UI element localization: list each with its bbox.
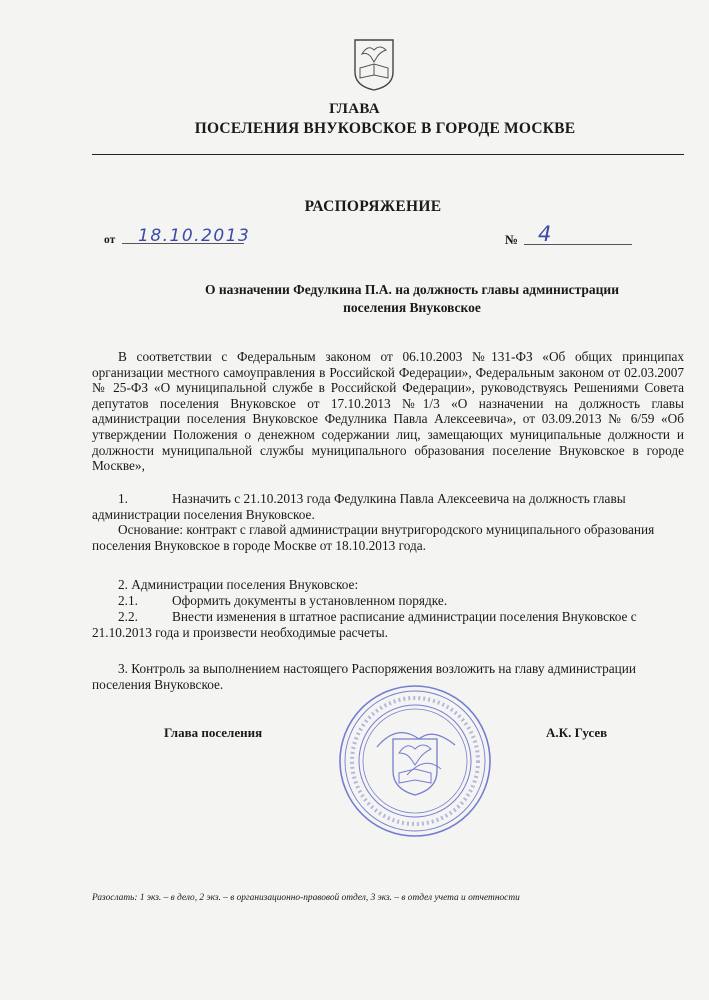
signer-position: Глава поселения	[164, 725, 263, 740]
number-value: 4	[538, 222, 552, 246]
date-underline	[122, 243, 244, 244]
document-title: РАСПОРЯЖЕНИЕ	[304, 198, 442, 215]
official-seal-stamp	[337, 683, 493, 839]
item-2-1	[118, 593, 684, 609]
date-value: 18.10.2013	[138, 226, 251, 246]
item-1	[92, 491, 684, 522]
subject-line-2: поселения Внуковское	[343, 300, 481, 315]
number-label: №	[505, 232, 519, 247]
number-underline	[524, 244, 632, 245]
subject-line-1: О назначении Федулкина П.А. на должность главы администрации	[205, 282, 619, 297]
item-2-2-number: 2.2.	[118, 609, 138, 624]
date-label: от	[104, 234, 116, 246]
issuer-organization: ПОСЕЛЕНИЯ ВНУКОВСКОЕ В ГОРОДЕ МОСКВЕ	[194, 120, 576, 137]
item-1-number: 1.	[118, 491, 128, 506]
item-1-text: Назначить с 21.10.2013 года Федулкина Павла Алексеевича на должность главы администрации поселения Внуковское.	[92, 491, 626, 522]
item-2-2	[118, 609, 684, 625]
item-2-1-number: 2.1.	[118, 593, 138, 608]
item-2-2-continuation: 21.10.2013 года и произвести необходимые расчеты.	[92, 625, 388, 640]
item-3: 3. Контроль за выполнением настоящего Распоряжения возложить на главу администрации поселения Внуковское.	[92, 661, 637, 692]
item-2: 2. Администрации поселения Внуковское:	[118, 577, 359, 592]
document-subject	[182, 281, 642, 317]
header-divider	[92, 154, 684, 155]
basis-paragraph: Основание: контракт с главой администрации внутригородского муниципального образования поселения Внуковское в городе Москве от 18.10.2013 года.	[92, 522, 655, 553]
distribution-note: Разослать: 1 экз. – в дело, 2 экз. – в организационно-правовой отдел, 3 экз. – в отдел учета и отчетности	[92, 893, 520, 903]
issuer-title: ГЛАВА	[329, 101, 380, 117]
item-2-2-text: Внести изменения в штатное расписание администрации поселения Внуковское с	[172, 609, 637, 624]
preamble-paragraph: В соответствии с Федеральным законом от 06.10.2003 №131-ФЗ «Об общих принципах организации местного самоуправления в Российской Федерации», Федеральным законом от 02.03.2007 № 25-ФЗ «О муниципальной службе в Российской Федерации», руководствуясь Решениями Совета депутатов поселения Внуковское от 17.10.2013 №1/3 «О назначении на должность главы администрации поселения Внуковское Федулника Павла Алексеевича», от 03.09.2013 № 6/59 «Об утверждении Положения о денежном содержании лиц, замещающих муниципальные должности и должности муниципальной службы муниципального образования поселение Внуковское в городе Москве»,	[92, 349, 684, 474]
item-2-1-text: Оформить документы в установленном порядке.	[172, 593, 448, 608]
coat-of-arms-icon	[352, 38, 396, 92]
signer-name: А.К. Гусев	[546, 725, 608, 740]
